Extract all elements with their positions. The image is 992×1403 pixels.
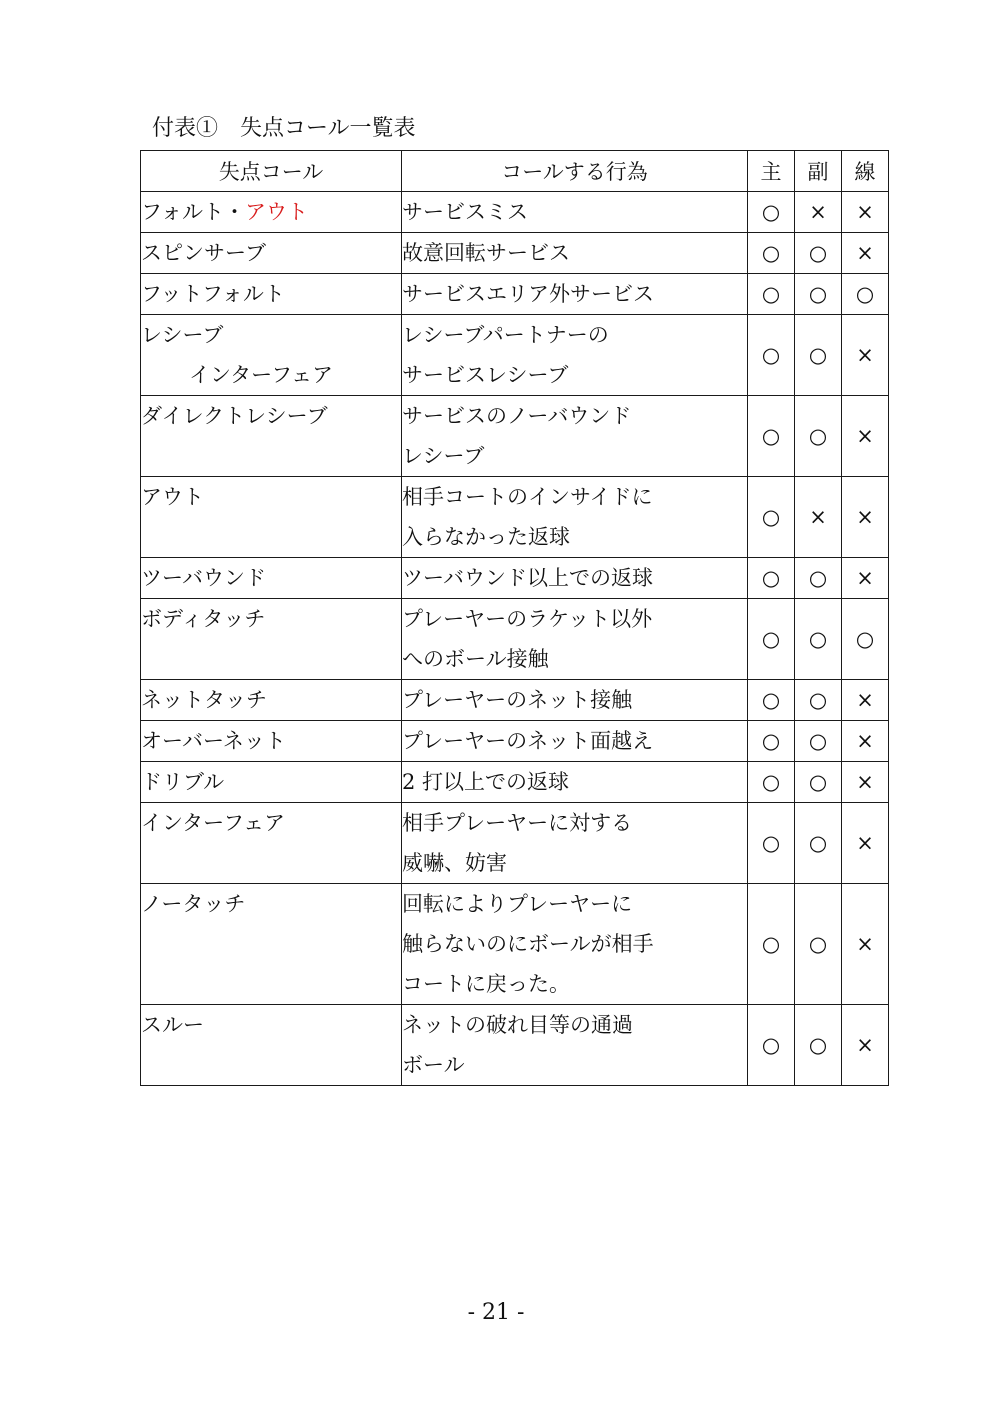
fault-call-text: ノータッチ bbox=[141, 892, 246, 916]
action-text: プレーヤーのラケット以外 bbox=[402, 607, 653, 631]
fault-call-text: フォルト・ bbox=[141, 200, 245, 224]
fault-call-cell bbox=[141, 721, 402, 762]
action-cell bbox=[402, 803, 748, 884]
action-text: サービスミス bbox=[402, 200, 528, 224]
mark-main: ○ bbox=[748, 396, 795, 477]
mark-line: × bbox=[842, 233, 889, 274]
action-text: へのボール接触 bbox=[402, 647, 549, 671]
mark-sub: ○ bbox=[795, 762, 842, 803]
header-main: 主 bbox=[748, 151, 795, 192]
mark-sub: × bbox=[795, 477, 842, 558]
fault-call-text: アウト bbox=[141, 485, 204, 509]
action-text: 2 打以上での返球 bbox=[402, 770, 570, 794]
fault-call-cell bbox=[141, 274, 402, 315]
fault-call-text: ネットタッチ bbox=[141, 688, 267, 712]
table-row bbox=[141, 721, 889, 762]
mark-main: ○ bbox=[748, 884, 795, 1005]
table-row bbox=[141, 762, 889, 803]
mark-line: ○ bbox=[842, 599, 889, 680]
header-sub: 副 bbox=[795, 151, 842, 192]
mark-line: × bbox=[842, 1005, 889, 1086]
fault-call-cell bbox=[141, 1005, 402, 1086]
action-text: サービスエリア外サービス bbox=[402, 282, 654, 306]
fault-call-cell bbox=[141, 192, 402, 233]
mark-sub: × bbox=[795, 192, 842, 233]
mark-sub: ○ bbox=[795, 1005, 842, 1086]
table-row bbox=[141, 274, 889, 315]
mark-line: × bbox=[842, 396, 889, 477]
action-cell bbox=[402, 721, 748, 762]
action-cell bbox=[402, 1005, 748, 1086]
mark-line: ○ bbox=[842, 274, 889, 315]
fault-call-cell bbox=[141, 233, 402, 274]
mark-sub: ○ bbox=[795, 680, 842, 721]
fault-call-text: オーバーネット bbox=[141, 729, 286, 753]
action-text: サービスレシーブ bbox=[402, 363, 569, 387]
fault-call-text: フットフォルト bbox=[141, 282, 285, 306]
mark-sub: ○ bbox=[795, 803, 842, 884]
mark-sub: ○ bbox=[795, 721, 842, 762]
mark-main: ○ bbox=[748, 477, 795, 558]
fault-call-cell bbox=[141, 680, 402, 721]
action-cell bbox=[402, 884, 748, 1005]
fault-call-cell bbox=[141, 599, 402, 680]
mark-sub: ○ bbox=[795, 599, 842, 680]
action-text: プレーヤーのネット面越え bbox=[402, 729, 654, 753]
table-row bbox=[141, 315, 889, 396]
page-number: - 21 - bbox=[467, 1300, 525, 1325]
action-text: 相手プレーヤーに対する bbox=[402, 811, 633, 835]
action-text: レシーブ bbox=[402, 444, 485, 468]
action-cell bbox=[402, 477, 748, 558]
header-call: 失点コール bbox=[141, 151, 402, 192]
action-cell bbox=[402, 762, 748, 803]
action-cell bbox=[402, 192, 748, 233]
table-row bbox=[141, 884, 889, 1005]
table-row bbox=[141, 396, 889, 477]
fault-call-text: インターフェア bbox=[141, 811, 286, 835]
fault-call-cell bbox=[141, 762, 402, 803]
mark-sub: ○ bbox=[795, 274, 842, 315]
mark-main: ○ bbox=[748, 762, 795, 803]
table-row bbox=[141, 233, 889, 274]
mark-main: ○ bbox=[748, 803, 795, 884]
mark-line: × bbox=[842, 315, 889, 396]
header-row bbox=[141, 151, 889, 192]
fault-call-text: ダイレクトレシーブ bbox=[141, 404, 328, 428]
action-cell bbox=[402, 396, 748, 477]
fault-call-text: レシーブ bbox=[141, 323, 224, 347]
header-action: コールする行為 bbox=[402, 151, 748, 192]
mark-line: × bbox=[842, 762, 889, 803]
mark-line: × bbox=[842, 721, 889, 762]
action-text: 入らなかった返球 bbox=[402, 525, 570, 549]
fault-call-text: スピンサーブ bbox=[141, 241, 266, 265]
action-cell bbox=[402, 680, 748, 721]
fault-call-cell bbox=[141, 803, 402, 884]
fault-call-text: ボディタッチ bbox=[141, 607, 266, 631]
fault-call-text: ドリブル bbox=[141, 770, 225, 794]
table-body bbox=[141, 192, 889, 1086]
table-row bbox=[141, 599, 889, 680]
mark-sub: ○ bbox=[795, 396, 842, 477]
mark-main: ○ bbox=[748, 315, 795, 396]
action-cell bbox=[402, 558, 748, 599]
mark-main: ○ bbox=[748, 274, 795, 315]
fault-call-cell bbox=[141, 884, 402, 1005]
mark-sub: ○ bbox=[795, 233, 842, 274]
fault-call-cell bbox=[141, 558, 402, 599]
table-row bbox=[141, 803, 889, 884]
action-cell bbox=[402, 599, 748, 680]
action-text: プレーヤーのネット接触 bbox=[402, 688, 633, 712]
mark-sub: ○ bbox=[795, 558, 842, 599]
fault-call-text: インターフェア bbox=[189, 363, 334, 387]
action-text: 故意回転サービス bbox=[402, 241, 570, 265]
mark-sub: ○ bbox=[795, 315, 842, 396]
mark-line: × bbox=[842, 884, 889, 1005]
fault-call-cell bbox=[141, 477, 402, 558]
fault-call-text: ツーバウンド bbox=[141, 566, 266, 590]
fault-call-text: スルー bbox=[141, 1013, 204, 1037]
mark-main: ○ bbox=[748, 192, 795, 233]
action-text: 相手コートのインサイドに bbox=[402, 485, 653, 509]
action-text: 触らないのにボールが相手 bbox=[402, 932, 654, 956]
mark-line: × bbox=[842, 803, 889, 884]
action-cell bbox=[402, 274, 748, 315]
mark-main: ○ bbox=[748, 599, 795, 680]
action-cell bbox=[402, 233, 748, 274]
table-row bbox=[141, 1005, 889, 1086]
mark-line: × bbox=[842, 477, 889, 558]
fault-call-cell bbox=[141, 396, 402, 477]
mark-main: ○ bbox=[748, 233, 795, 274]
action-text: ツーバウンド以上での返球 bbox=[402, 566, 653, 590]
action-text: サービスのノーバウンド bbox=[402, 404, 632, 428]
action-text: コートに戻った。 bbox=[402, 972, 570, 996]
mark-line: × bbox=[842, 192, 889, 233]
fault-call-table bbox=[140, 150, 889, 1086]
fault-call-highlight-text: アウト bbox=[244, 200, 308, 224]
fault-call-cell bbox=[141, 315, 402, 396]
action-text: レシーブパートナーの bbox=[402, 323, 609, 347]
action-text: 回転によりプレーヤーに bbox=[402, 892, 633, 916]
action-text: ネットの破れ目等の通過 bbox=[402, 1013, 633, 1037]
header-line: 線 bbox=[842, 151, 889, 192]
table-row bbox=[141, 192, 889, 233]
mark-main: ○ bbox=[748, 721, 795, 762]
mark-line: × bbox=[842, 558, 889, 599]
action-text: 威嚇、妨害 bbox=[402, 851, 507, 875]
table-row bbox=[141, 477, 889, 558]
mark-line: × bbox=[842, 680, 889, 721]
mark-sub: ○ bbox=[795, 884, 842, 1005]
action-text: ボール bbox=[402, 1053, 465, 1077]
table-row bbox=[141, 680, 889, 721]
table-row bbox=[141, 558, 889, 599]
action-cell bbox=[402, 315, 748, 396]
mark-main: ○ bbox=[748, 558, 795, 599]
mark-main: ○ bbox=[748, 1005, 795, 1086]
table-caption: 付表① 失点コール一覧表 bbox=[152, 116, 416, 141]
mark-main: ○ bbox=[748, 680, 795, 721]
